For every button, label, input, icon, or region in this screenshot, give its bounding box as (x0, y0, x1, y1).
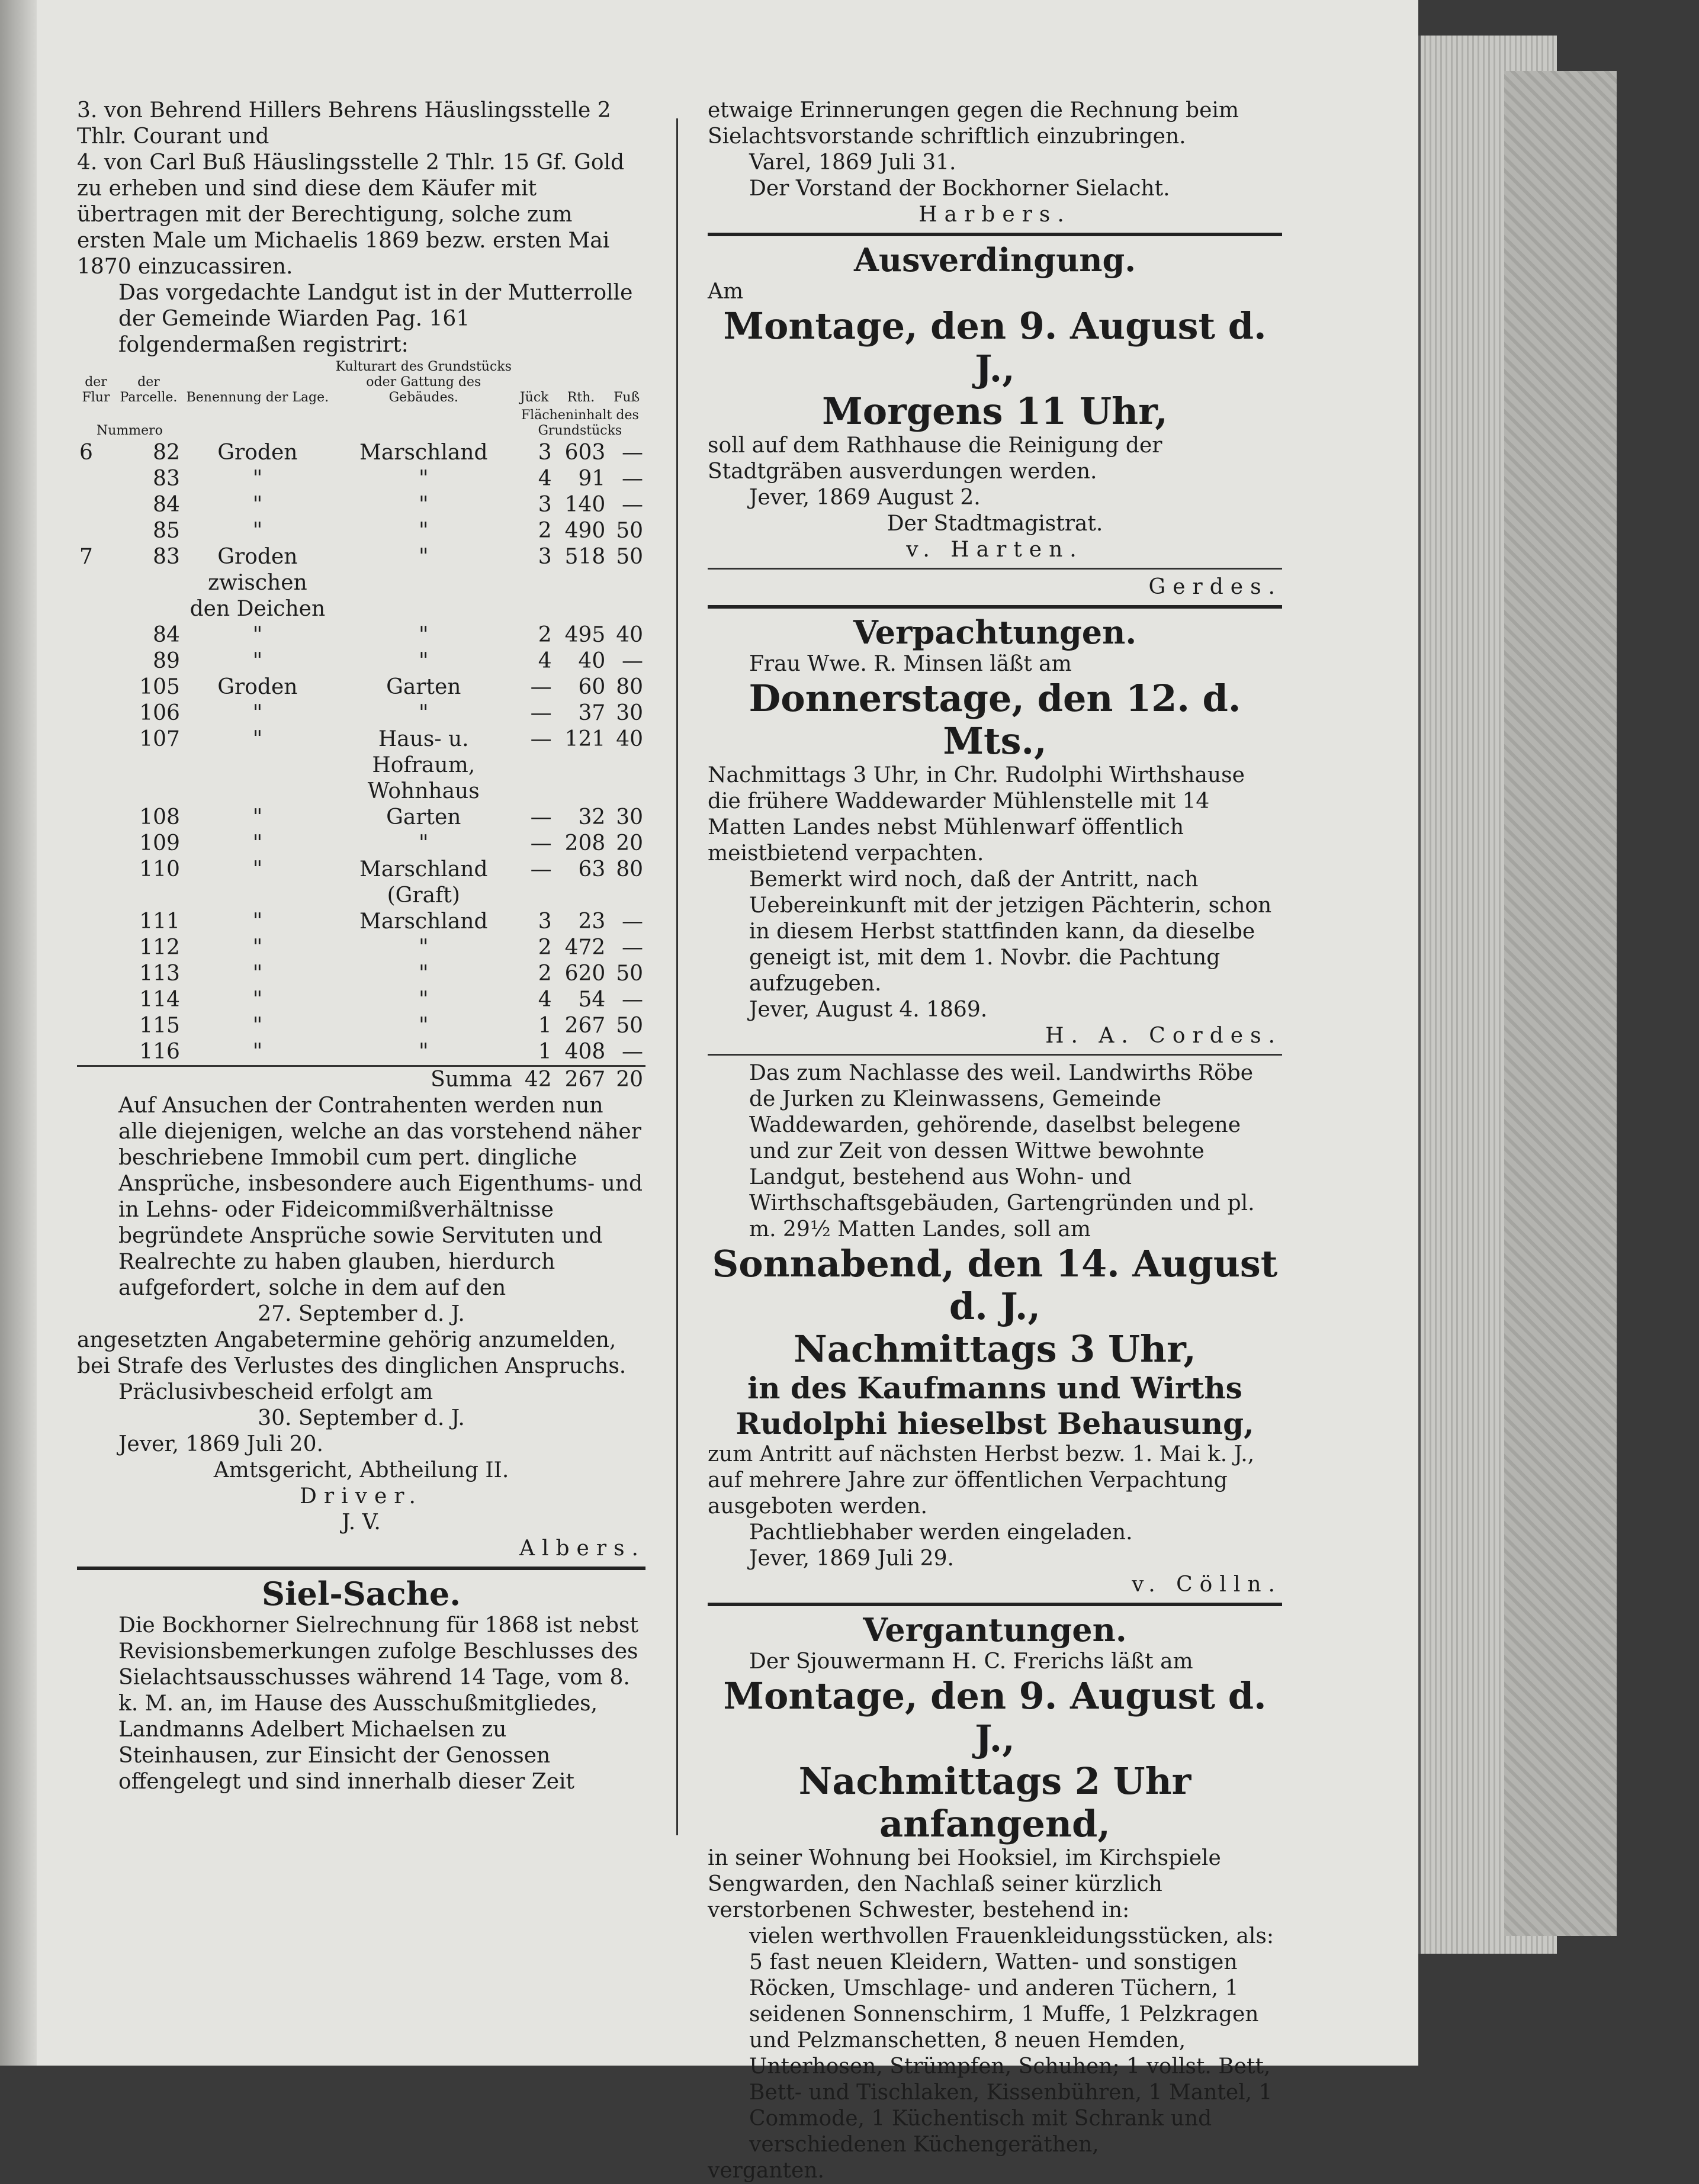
table-row (77, 440, 645, 466)
cell-rth: 54 (578, 988, 606, 1012)
v1-place: Jever, August 4. 1869. (749, 998, 988, 1022)
table-row (77, 831, 645, 857)
cell-kultur: " (418, 467, 429, 491)
cell-juck: 1 (538, 1040, 552, 1064)
v1-date: Donnerstage, den 12. d. Mts., (749, 677, 1254, 763)
column-divider (676, 118, 678, 1835)
cell-rth: 267 (564, 1014, 606, 1038)
cell-rth: 472 (564, 935, 606, 960)
cell-rth: 518 (564, 545, 606, 569)
book-cover-edge (1504, 71, 1617, 1936)
cell-flur (77, 518, 115, 544)
v2-time: Nachmittags 3 Uhr, (794, 1327, 1196, 1371)
cell-parcelle: 111 (139, 909, 180, 934)
cell-kultur: " (418, 1014, 429, 1038)
siel-paragraph: Die Bockhorner Sielrechnung für 1868 ist nebst Revisionsbemerkungen zufolge Beschlusses des Sielachtsausschusses während 14 Tage, vom 8. k. M. an, im Hause des Ausschußmitgliedes, Landmanns Adelbert Michaelsen zu Steinhausen, zur Einsicht der Genossen offengelegt und sind innerhalb dieser Zeit (118, 1613, 645, 1794)
cell-flur (77, 909, 115, 935)
cell-juck: 1 (538, 1014, 552, 1038)
claims-paragraph: Auf Ansuchen der Contrahenten werden nun alle diejenigen, welche an das vorstehend näher beschriebene Immobil cum pert. dingliche Ansprüche, insbesondere auch Eigenthums- und in Lehns- oder Fideicommißverhältnisse begründete Ansprüche sowie Servituten und Realrechte zu haben glauben, hierdurch aufgefordert, solche in dem auf den (118, 1093, 650, 1300)
table-row (77, 987, 645, 1013)
cell-lage: " (252, 467, 263, 491)
cell-lage: " (252, 988, 263, 1012)
table-row (77, 935, 645, 961)
cell-juck: 2 (538, 961, 552, 986)
v2-text: Das zum Nachlasse des weil. Landwirths Röbe de Jurken zu Kleinwassens, Gemeinde Waddewarden, gehörende, daselbst belegene und zur Zeit von dessen Wittwe bewohnte Landgut, bestehend aus Wohn- und Wirthschaftsgebäuden, Gartengründen und pl. m. 29½ Matten Landes, soll am (749, 1061, 1262, 1241)
cell-fuss: 50 (616, 961, 643, 986)
cell-flur (77, 987, 115, 1013)
g-time: Nachmittags 2 Uhr anfangend, (798, 1760, 1204, 1845)
cell-juck: 3 (538, 493, 552, 517)
cell-lage: " (252, 935, 263, 960)
cell-kultur: Garten (386, 805, 461, 829)
cell-lage: " (252, 805, 263, 829)
table-row (77, 622, 645, 648)
cell-rth: 208 (564, 831, 606, 855)
page-gutter (0, 0, 37, 2066)
cell-kultur: Garten (386, 675, 461, 699)
cell-parcelle: 115 (139, 1014, 180, 1038)
intro-paragraph: zu erheben und sind diese dem Käufer mit übertragen mit der Berechtigung, solche zum ersten Male um Michaelis 1869 bezw. ersten Mai 1870 einzucassiren. (77, 176, 616, 279)
cell-kultur: " (418, 831, 429, 855)
cell-parcelle: 83 (153, 467, 180, 491)
header-fuss: Fuß (614, 390, 640, 405)
cell-kultur: " (418, 988, 429, 1012)
cell-juck: 3 (538, 545, 552, 569)
g-intro: Der Sjouwermann H. C. Frerichs läßt am (749, 1649, 1193, 1674)
cell-parcelle: 112 (139, 935, 180, 960)
cell-rth: 603 (564, 440, 606, 465)
v2-place: Jever, 1869 Juli 29. (749, 1546, 954, 1571)
cell-juck: 4 (538, 467, 552, 491)
deadline-date-2: 30. September d. J. (258, 1406, 465, 1430)
header-lage: Benennung der Lage. (186, 390, 329, 405)
cell-flur (77, 935, 115, 961)
header-flur: der Flur (82, 375, 110, 405)
v2-location: in des Kaufmanns und Wirths Rudolphi hieselbst Behausung, (736, 1371, 1254, 1441)
cell-lage: Groden (217, 675, 298, 699)
table-row (77, 1039, 645, 1066)
cell-juck: — (530, 727, 552, 751)
intro-item-3: 3. von Behrend Hillers Behrens Häuslingsstelle 2 Thlr. Courant und (77, 98, 618, 149)
cell-fuss: 80 (616, 675, 643, 699)
cell-parcelle: 113 (139, 961, 180, 986)
ausverdingung-heading: Ausverdingung. (853, 241, 1136, 279)
cell-flur (77, 700, 115, 726)
left-column (77, 98, 650, 1795)
v1-text: Nachmittags 3 Uhr, in Chr. Rudolphi Wirthshause die frühere Waddewarder Mühlenstelle mit 14 Matten Landes nebst Mühlenwarf öffentlich meistbietend verpachten. (708, 763, 1252, 866)
g-items: vielen werthvollen Frauenkleidungsstücken, als: 5 fast neuen Kleidern, Watten- und sonstigen Röcken, Umschlage- und anderen Tüchern, 1 seidenen Sonnenschirm, 1 Muffe, 1 Pelzkragen und Pelzmanschetten, 8 neuen Hemden, Unterhosen, Strümpfen, Schuhen; 1 vollst. Bett, Bett- und Tischlaken, Kissenbühren, 1 Mantel, 1 Commode, 1 Küchentisch mit Schrank und verschiedenen Küchengeräthen, (749, 1924, 1281, 2157)
table-body (77, 440, 645, 1066)
cell-fuss: — (622, 467, 643, 491)
cell-lage: " (252, 961, 263, 986)
cell-juck: — (530, 857, 552, 882)
cell-rth: 63 (578, 857, 606, 882)
cell-flur (77, 805, 115, 831)
cell-kultur: " (418, 1040, 429, 1064)
cell-rth: 490 (564, 519, 606, 543)
cell-parcelle: 105 (139, 675, 180, 699)
cell-juck: 2 (538, 623, 552, 647)
header-parcelle: der Parcelle. (120, 375, 178, 405)
g-end: verganten. (708, 2159, 824, 2183)
cell-parcelle: 116 (139, 1040, 180, 1064)
table-row (77, 805, 645, 831)
cell-parcelle: 106 (139, 701, 180, 725)
ausverdingung-signer-2: Gerdes. (1148, 575, 1282, 599)
table-row (77, 466, 645, 492)
cell-juck: — (530, 831, 552, 855)
intro-item-4: 4. von Carl Buß Häuslingsstelle 2 Thlr. 15 Gf. Gold (77, 150, 625, 175)
signer-name: Albers. (519, 1536, 645, 1561)
cell-rth: 408 (564, 1040, 606, 1064)
cell-lage: " (252, 493, 263, 517)
cell-kultur: Marschland (Graft) (359, 857, 488, 908)
table-row (77, 648, 645, 674)
parcel-table (77, 358, 645, 1093)
cell-parcelle: 83 (153, 545, 180, 569)
cell-rth: 37 (578, 701, 606, 725)
siel-date: Varel, 1869 Juli 31. (749, 150, 956, 175)
v1-intro: Frau Wwe. R. Minsen läßt am (749, 652, 1072, 676)
deadline-date-1: 27. September d. J. (258, 1302, 465, 1326)
summa-juck: 42 (515, 1066, 554, 1093)
table-header (77, 358, 645, 407)
cell-lage: " (252, 701, 263, 725)
section-divider (708, 1054, 1282, 1056)
cell-fuss: 30 (616, 701, 643, 725)
table-row (77, 726, 645, 805)
summa-fuss: 20 (608, 1066, 645, 1093)
cell-juck: — (530, 675, 552, 699)
iv-abbrev: J. V. (342, 1510, 381, 1535)
cell-parcelle: 108 (139, 805, 180, 829)
cell-lage: Groden (217, 440, 298, 465)
cell-kultur: " (418, 961, 429, 986)
cell-parcelle: 89 (153, 649, 180, 673)
ausverdingung-place: Jever, 1869 August 2. (749, 485, 981, 510)
cell-rth: 32 (578, 805, 606, 829)
table-row (77, 518, 645, 544)
cell-flur (77, 492, 115, 518)
judge-name: Driver. (300, 1484, 423, 1508)
cell-kultur: Haus- u. Hofraum, Wohnhaus (367, 727, 480, 803)
registry-paragraph: Das vorgedachte Landgut ist in der Mutterrolle der Gemeinde Wiarden Pag. 161 folgendermaßen registrirt: (118, 281, 640, 357)
cell-flur (77, 1013, 115, 1039)
section-divider (708, 1603, 1282, 1606)
cell-kultur: " (418, 649, 429, 673)
cell-kultur: " (418, 935, 429, 960)
ausverdingung-time: Morgens 11 Uhr, (822, 390, 1168, 433)
court-name: Amtsgericht, Abtheilung II. (213, 1458, 509, 1482)
v1-signer: H. A. Cordes. (1045, 1024, 1282, 1048)
praeclusiv-line: Präclusivbescheid erfolgt am (118, 1380, 433, 1404)
header-kultur: Kulturart des Grundstücks oder Gattung des Gebäudes. (335, 359, 512, 405)
cell-parcelle: 107 (139, 727, 180, 751)
summa-rth: 267 (554, 1066, 608, 1093)
cell-flur (77, 648, 115, 674)
cell-lage: " (252, 623, 263, 647)
cell-fuss: — (622, 935, 643, 960)
cell-flur (77, 726, 115, 805)
vergantungen-heading: Vergantungen. (863, 1611, 1127, 1649)
v2-signer: v. Cölln. (1132, 1572, 1282, 1597)
cell-flur (77, 857, 115, 909)
cell-juck: 3 (538, 909, 552, 934)
cell-fuss: 40 (616, 623, 643, 647)
cell-kultur: " (418, 519, 429, 543)
cell-fuss: 50 (616, 519, 643, 543)
cell-kultur: " (418, 545, 429, 569)
claims-paragraph-end: angesetzten Angabetermine gehörig anzumelden, bei Strafe des Verlustes des dinglichen Anspruchs. (77, 1328, 627, 1378)
table-row (77, 909, 645, 935)
cell-parcelle: 109 (139, 831, 180, 855)
cell-fuss: 20 (616, 831, 643, 855)
cell-lage: " (252, 1040, 263, 1064)
header-flaeche: Flächeninhalt des Grundstücks (521, 408, 639, 438)
siel-heading: Siel-Sache. (261, 1575, 461, 1613)
cell-juck: 4 (538, 649, 552, 673)
cell-lage: " (252, 1014, 263, 1038)
table-row (77, 700, 645, 726)
siel-signer: Harbers. (918, 202, 1071, 227)
cell-fuss: 50 (616, 1014, 643, 1038)
cell-fuss: — (622, 988, 643, 1012)
cell-kultur: " (418, 493, 429, 517)
cell-lage: " (252, 909, 263, 934)
cell-flur (77, 622, 115, 648)
summa-row (77, 1066, 645, 1093)
cell-lage: Groden zwischen den Deichen (190, 545, 326, 621)
cell-flur (77, 1039, 115, 1066)
table-row (77, 961, 645, 987)
v1-note: Bemerkt wird noch, daß der Antritt, nach Uebereinkunft mit der jetzigen Pächterin, schon in diesem Herbst stattfinden kann, da dieselbe geneigt ist, mit dem 1. Novbr. die Pachtung aufzugeben. (749, 867, 1279, 996)
cell-kultur: " (418, 701, 429, 725)
cell-parcelle: 84 (153, 623, 180, 647)
cell-fuss: 40 (616, 727, 643, 751)
cell-flur: 6 (79, 440, 93, 465)
header-juck: Jück (519, 390, 549, 405)
cell-parcelle: 82 (153, 440, 180, 465)
cell-lage: " (252, 649, 263, 673)
cell-juck: — (530, 805, 552, 829)
cell-fuss: 50 (616, 545, 643, 569)
siel-board: Der Vorstand der Bockhorner Sielacht. (749, 176, 1170, 201)
cell-fuss: — (622, 440, 643, 465)
cell-lage: " (252, 727, 263, 751)
cell-lage: " (252, 831, 263, 855)
cell-juck: 2 (538, 519, 552, 543)
table-row (77, 674, 645, 700)
table-supheader (77, 407, 645, 440)
cell-flur (77, 961, 115, 987)
summa-label: Summa (333, 1066, 515, 1093)
cell-flur: 7 (79, 545, 93, 569)
signature-rule (708, 568, 1282, 570)
section-divider (708, 233, 1282, 236)
g-text: in seiner Wohnung bei Hooksiel, im Kirchspiele Sengwarden, den Nachlaß seiner kürzlich verstorbenen Schwester, bestehend in: (708, 1846, 1228, 1922)
cell-fuss: 30 (616, 805, 643, 829)
cell-kultur: Marschland (359, 909, 488, 934)
cell-flur (77, 466, 115, 492)
cell-lage: " (252, 519, 263, 543)
ausverdingung-signer-1: v. Harten. (906, 538, 1084, 562)
cell-parcelle: 110 (139, 857, 180, 882)
cell-rth: 60 (578, 675, 606, 699)
header-nummero: Nummero (96, 423, 163, 438)
cell-fuss: — (622, 909, 643, 934)
ausverdingung-text: soll auf dem Rathhause die Reinigung der Stadtgräben ausverdungen werden. (708, 433, 1169, 484)
cell-rth: 23 (578, 909, 606, 934)
cell-parcelle: 85 (153, 519, 180, 543)
cell-lage: " (252, 857, 263, 882)
cell-kultur: " (418, 623, 429, 647)
section-divider (77, 1567, 645, 1570)
cell-flur (77, 674, 115, 700)
ausverdingung-date: Montage, den 9. August d. J., (723, 304, 1280, 390)
cell-rth: 40 (578, 649, 606, 673)
cell-rth: 495 (564, 623, 606, 647)
cell-fuss: 80 (616, 857, 643, 882)
table-row (77, 1013, 645, 1039)
cell-parcelle: 84 (153, 493, 180, 517)
cell-juck: — (530, 701, 552, 725)
siel-continuation: etwaige Erinnerungen gegen die Rechnung beim Sielachtsvorstande schriftlich einzubringen. (708, 98, 1246, 149)
v2-date: Sonnabend, den 14. August d. J., (712, 1242, 1291, 1328)
v2-invite: Pachtliebhaber werden eingeladen. (749, 1520, 1133, 1545)
place-date: Jever, 1869 Juli 20. (118, 1432, 323, 1456)
table-row (77, 857, 645, 909)
table-row (77, 544, 645, 622)
cell-juck: 2 (538, 935, 552, 960)
cell-fuss: — (622, 1040, 643, 1064)
g-date: Montage, den 9. August d. J., (723, 1674, 1280, 1760)
cell-rth: 620 (564, 961, 606, 986)
table-row (77, 492, 645, 518)
cell-fuss: — (622, 493, 643, 517)
cell-fuss: — (622, 649, 643, 673)
verpachtungen-heading: Verpachtungen. (853, 613, 1137, 651)
cell-kultur: Marschland (359, 440, 488, 465)
cell-rth: 91 (578, 467, 606, 491)
section-divider (708, 605, 1282, 609)
cell-rth: 140 (564, 493, 606, 517)
cell-juck: 3 (538, 440, 552, 465)
cell-parcelle: 114 (139, 988, 180, 1012)
cell-juck: 4 (538, 988, 552, 1012)
right-column (708, 98, 1291, 2184)
v2-text-2: zum Antritt auf nächsten Herbst bezw. 1. Mai k. J., auf mehrere Jahre zur öffentlichen Verpachtung ausgeboten werden. (708, 1442, 1261, 1519)
header-rth: Rth. (567, 390, 595, 405)
cell-flur (77, 831, 115, 857)
ausverdingung-am: Am (708, 279, 744, 304)
ausverdingung-magistrat: Der Stadtmagistrat. (887, 512, 1103, 536)
cell-rth: 121 (564, 727, 606, 751)
